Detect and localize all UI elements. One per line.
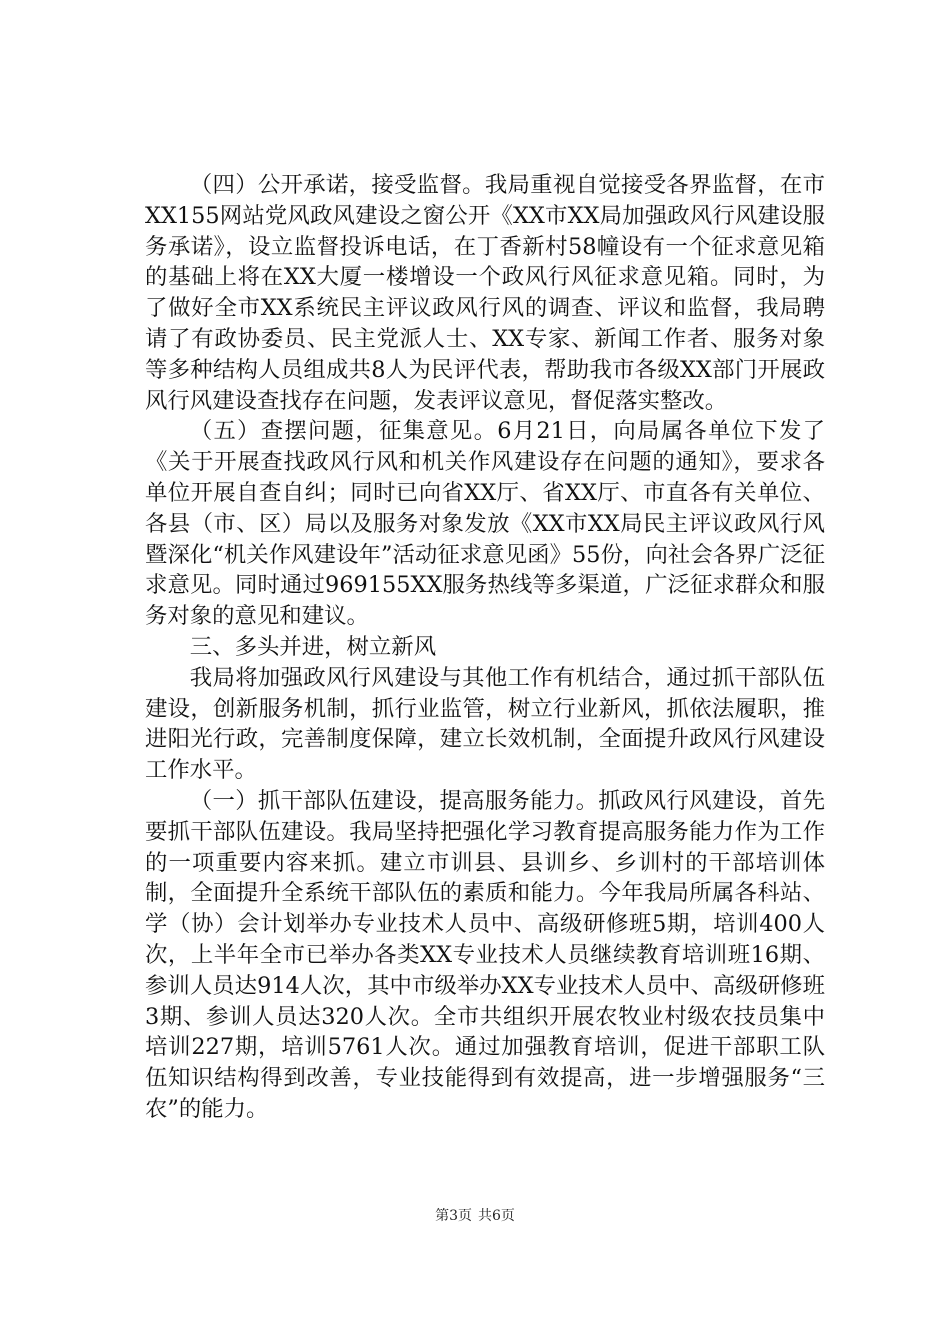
section-heading-3: 三、多头并进，树立新风 [189,633,437,660]
page-footer [0,1207,950,1225]
page-total: 共6页 [478,1208,515,1224]
paragraph-section-4: （四）公开承诺，接受监督。我局重视自觉接受各界监督，在市XX155网站党风政风建设之窗公开《XX市XX局加强政风行风建设服务承诺》，设立监督投诉电话，在丁香新村58幢设有一个征求意见箱的基础上将在XX大厦一楼增设一个政风行风征求意见箱。同时，为了做好全市XX系统民主评议政风行风的调查、评议和监督，我局聘请了有政协委员、民主党派人士、XX专家、新闻工作者、服务对象等多种结构人员组成共8人为民评代表，帮助我市各级XX部门开展政风行风建设查找存在问题，发表评议意见，督促落实整改。 [145,172,825,414]
paragraph-intro-3: 我局将加强政风行风建设与其他工作有机结合，通过抓干部队伍建设，创新服务机制，抓行业监管，树立行业新风，抓依法履职，推进阳光行政，完善制度保障，建立长效机制，全面提升政风行风建设工作水平。 [145,664,825,784]
page-number: 第3页 [435,1208,472,1224]
paragraph-section-5: （五）查摆问题，征集意见。6月21日，向局属各单位下发了《关于开展查找政风行风和机关作风建设存在问题的通知》，要求各单位开展自查自纠；同时已向省XX厅、省XX厅、市直各有关单位、各县（市、区）局以及服务对象发放《XX市XX局民主评议政风行风暨深化“机关作风建设年”活动征求意见函》55份，向社会各界广泛征求意见。同时通过969155XX服务热线等多渠道，广泛征求群众和服务对象的意见和建议。 [145,418,825,630]
paragraph-subsection-1: （一）抓干部队伍建设，提高服务能力。抓政风行风建设，首先要抓干部队伍建设。我局坚持把强化学习教育提高服务能力作为工作的一项重要内容来抓。建立市训县、县训乡、乡训村的干部培训体制，全面提升全系统干部队伍的素质和能力。今年我局所属各科站、学（协）会计划举办专业技术人员中、高级研修班5期，培训400人次，上半年全市已举办各类XX专业技术人员继续教育培训班16期、参训人员达914人次，其中市级举办XX专业技术人员中、高级研修班3期、参训人员达320人次。全市共组织开展农牧业村级农技员集中培训227期，培训5761人次。通过加强教育培训，促进干部职工队伍知识结构得到改善，专业技能得到有效提高，进一步增强服务“三农”的能力。 [145,787,825,1122]
document-body [145,170,825,1125]
